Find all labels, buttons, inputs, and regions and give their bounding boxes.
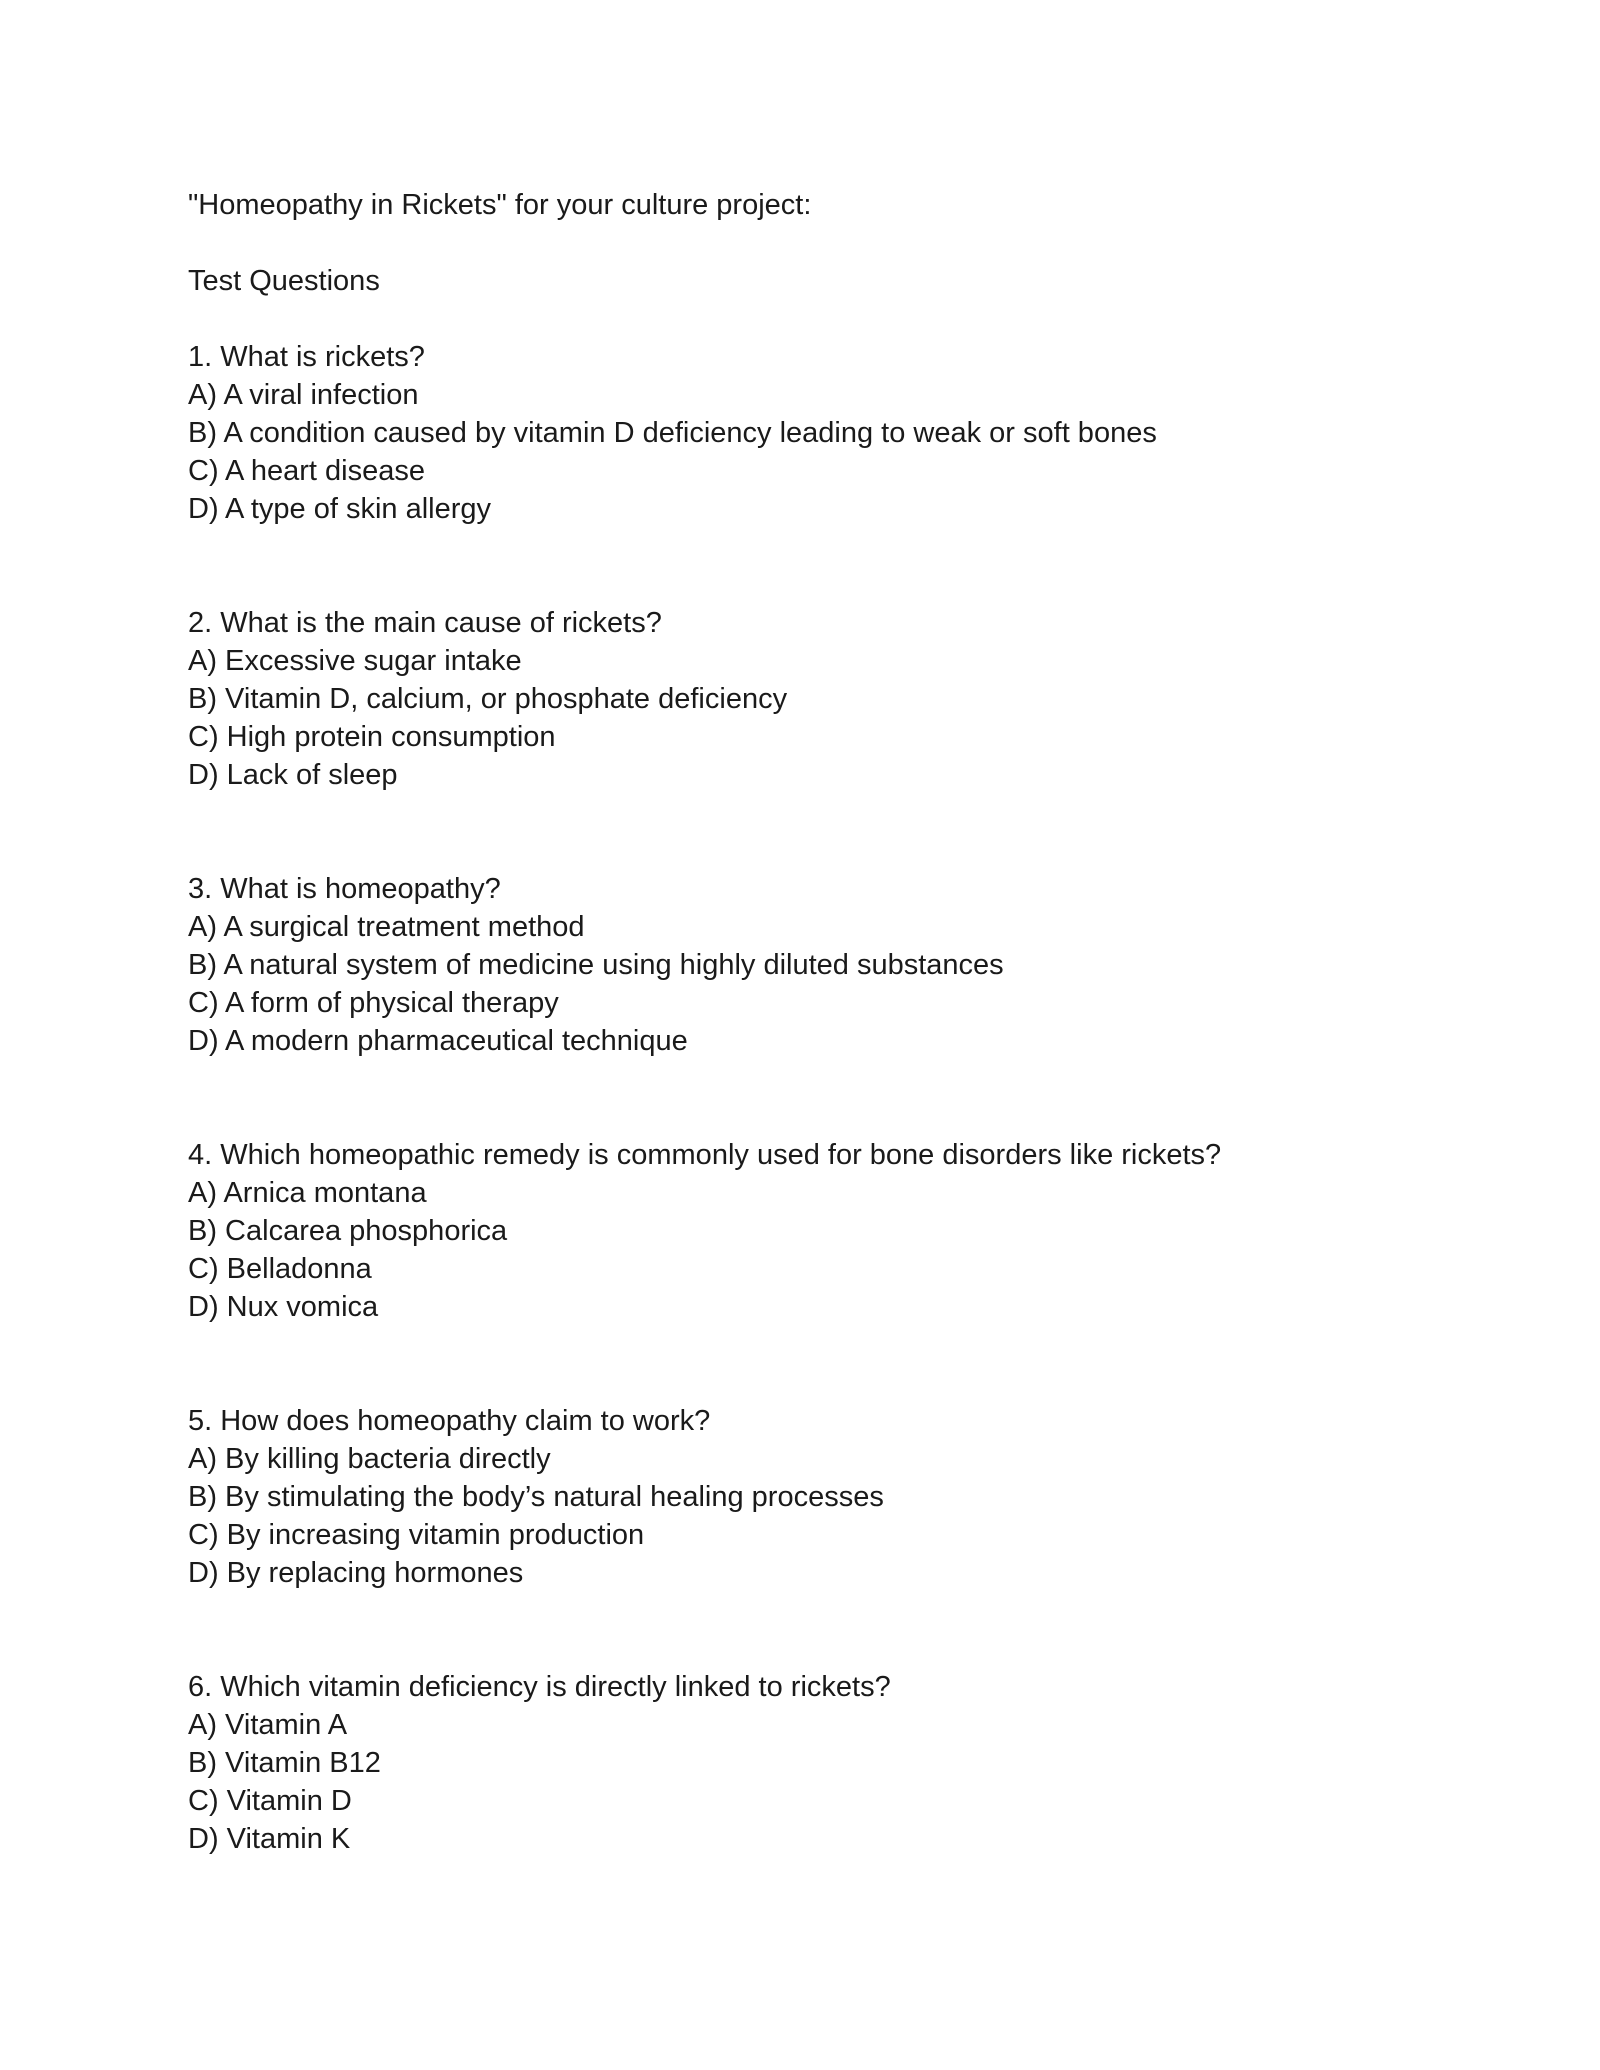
answer-option: A) Vitamin A bbox=[188, 1709, 348, 1741]
answer-option: B) A natural system of medicine using highly diluted substances bbox=[188, 949, 1004, 981]
document-page bbox=[188, 186, 1488, 1934]
answer-option: D) Lack of sleep bbox=[188, 759, 398, 791]
answer-option: D) By replacing hormones bbox=[188, 1557, 524, 1589]
question-text: 2. What is the main cause of rickets? bbox=[188, 607, 662, 639]
question-block-1 bbox=[188, 338, 1488, 528]
answer-option: A) A viral infection bbox=[188, 379, 419, 411]
answer-option: A) Arnica montana bbox=[188, 1177, 427, 1209]
question-text: 3. What is homeopathy? bbox=[188, 873, 501, 905]
question-block-4 bbox=[188, 1136, 1488, 1326]
answer-option: D) A type of skin allergy bbox=[188, 493, 492, 525]
answer-option: C) Belladonna bbox=[188, 1253, 372, 1285]
answer-option: C) A heart disease bbox=[188, 455, 425, 487]
document-subtitle: Test Questions bbox=[188, 265, 380, 297]
question-block-5 bbox=[188, 1402, 1488, 1592]
answer-option: D) Vitamin K bbox=[188, 1823, 351, 1855]
answer-option: C) High protein consumption bbox=[188, 721, 556, 753]
question-block-2 bbox=[188, 604, 1488, 794]
question-text: 4. Which homeopathic remedy is commonly used for bone disorders like rickets? bbox=[188, 1139, 1222, 1171]
answer-option: B) By stimulating the body’s natural healing processes bbox=[188, 1481, 884, 1513]
answer-option: B) Vitamin B12 bbox=[188, 1747, 381, 1779]
answer-option: C) Vitamin D bbox=[188, 1785, 352, 1817]
question-text: 6. Which vitamin deficiency is directly linked to rickets? bbox=[188, 1671, 891, 1703]
answer-option: C) A form of physical therapy bbox=[188, 987, 559, 1019]
answer-option: A) Excessive sugar intake bbox=[188, 645, 522, 677]
answer-option: A) A surgical treatment method bbox=[188, 911, 585, 943]
answer-option: B) A condition caused by vitamin D deficiency leading to weak or soft bones bbox=[188, 417, 1157, 449]
answer-option: B) Vitamin D, calcium, or phosphate deficiency bbox=[188, 683, 788, 715]
question-text: 5. How does homeopathy claim to work? bbox=[188, 1405, 711, 1437]
question-text: 1. What is rickets? bbox=[188, 341, 425, 373]
answer-option: D) A modern pharmaceutical technique bbox=[188, 1025, 688, 1057]
answer-option: A) By killing bacteria directly bbox=[188, 1443, 551, 1475]
answer-option: C) By increasing vitamin production bbox=[188, 1519, 645, 1551]
document-title: "Homeopathy in Rickets" for your culture project: bbox=[188, 189, 812, 221]
question-block-6 bbox=[188, 1668, 1488, 1858]
question-block-3 bbox=[188, 870, 1488, 1060]
answer-option: D) Nux vomica bbox=[188, 1291, 379, 1323]
answer-option: B) Calcarea phosphorica bbox=[188, 1215, 508, 1247]
